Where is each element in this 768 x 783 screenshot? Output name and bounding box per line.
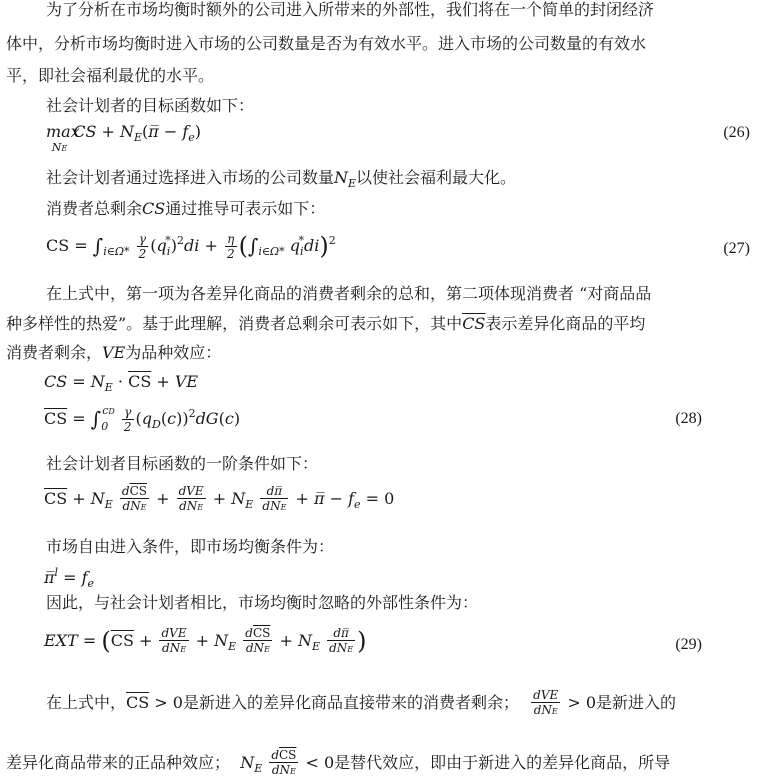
text-segment: 种多样性的热爱”。基于此理解，消费者总剩余可表示如下，其中: [6, 314, 463, 333]
paragraph-line: 在上式中，第一项为各差异化商品的消费者剩余的总和，第二项体现消费者 “对商品品: [46, 284, 652, 303]
text-segment: 在上式中，: [46, 693, 127, 712]
text-segment: 是新进入的: [596, 693, 677, 712]
paragraph-line: 社会计划者目标函数的一阶条件如下：: [46, 454, 319, 473]
paragraph-line: 为了分析在市场均衡时额外的公司进入所带来的外部性，我们将在一个简单的封闭经济: [46, 0, 655, 19]
equation-26: $\max_{NE}CS$ + $N_E(\pi̅ - f_e)$: [46, 122, 202, 154]
paragraph-line: 平，即社会福利最优的水平。: [6, 66, 215, 85]
paragraph-line: 社会计划者通过选择进入市场的公司数量$N_E$以使社会福利最大化。: [46, 168, 517, 190]
text-segment: 通过推导可表示如下：: [165, 199, 326, 218]
text-segment: 差异化商品带来的正品种效应；: [6, 753, 231, 772]
text-segment: 为品种效应：: [125, 343, 222, 362]
equation-number: (27): [723, 240, 750, 257]
text-segment: 消费者剩余，: [6, 343, 103, 362]
paragraph-line: 消费者剩余，VE为品种效应：: [6, 343, 222, 362]
paragraph-line: 因此，与社会计划者相比，市场均衡时忽略的外部性条件为：: [46, 593, 479, 612]
paragraph-line: 社会计划者的目标函数如下：: [46, 96, 255, 115]
paragraph-line: 差异化商品带来的正品种效应； $N_E$ $\frac{d\overline{CS}}{\text{dNE}}$ < 0是替代效应，即由于新进入的差异化商品，所导: [6, 748, 671, 777]
text-segment: 是替代效应，即由于新进入的差异化商品，所导: [334, 753, 671, 772]
text-segment: 消费者总剩余: [46, 199, 143, 218]
equation-free-entry: π̅$^l$ = $f_e$: [44, 566, 95, 590]
paragraph-line: 消费者总剩余CS通过推导可表示如下：: [46, 199, 326, 218]
text-segment: 社会计划者通过选择进入市场的公司数量: [46, 168, 335, 187]
equation-number: (26): [723, 124, 750, 141]
equation-27: CS = $\int_{i\in\Omega*}$ $\frac{\gamma}{2}$ $(q_i^*)^2di$ + $\frac{\eta}{2}$ ($\int_{i\in\Omega*}$ $q_i^*di)^2$: [46, 232, 336, 261]
text-segment: 表示差异化商品的平均: [485, 314, 646, 333]
equation-first-order-condition: $\overline{CS} + N_E$ $\frac{d\overline{CS}}{\text{dNE}}$ + $\frac{\text{dVE}}{\text{dNE}}$ + $N_E$ $\frac{d\pi̅}{\text{dNE}}$ + π̅ − $f_e = 0$: [44, 484, 395, 513]
paragraph-line: 种多样性的热爱”。基于此理解，消费者总剩余可表示如下，其中$\overline{CS}$表示差异化商品的平均: [6, 314, 646, 333]
paragraph-line: 市场自由进入条件，即市场均衡条件为：: [46, 537, 335, 556]
text-segment: 以使社会福利最大化。: [356, 168, 517, 187]
equation-number: (29): [675, 636, 702, 653]
text-segment: 是新进入的差异化商品直接带来的消费者剩余；: [182, 693, 519, 712]
equation-cs-decomposition: CS = $N_E \cdot \overline{CS}$ + VE: [44, 372, 199, 394]
equation-28: $\overline{CS} = \int_0^{cD}$ $\frac{\gamma}{2}$ $(q_D(c))^2dG(c)$: [44, 404, 241, 434]
equation-number: (28): [675, 410, 702, 427]
equation-29: EXT = ($\overline{CS}$ + $\frac{\text{dVE}}{\text{dNE}}$ + $N_E$ $\frac{d\overline{CS}}{\text{dNE}}$ + $N_E$ $\frac{d\pi̅}{\text{dNE}}$ ): [44, 626, 367, 655]
paragraph-line: 在上式中，$\overline{CS} > 0$是新进入的差异化商品直接带来的消费者剩余； $\frac{\text{dVE}}{\text{dNE}}$ > 0是新进入的: [46, 688, 677, 717]
paragraph-line: 体中，分析市场均衡时进入市场的公司数量是否为有效水平。进入市场的公司数量的有效水: [6, 34, 647, 53]
